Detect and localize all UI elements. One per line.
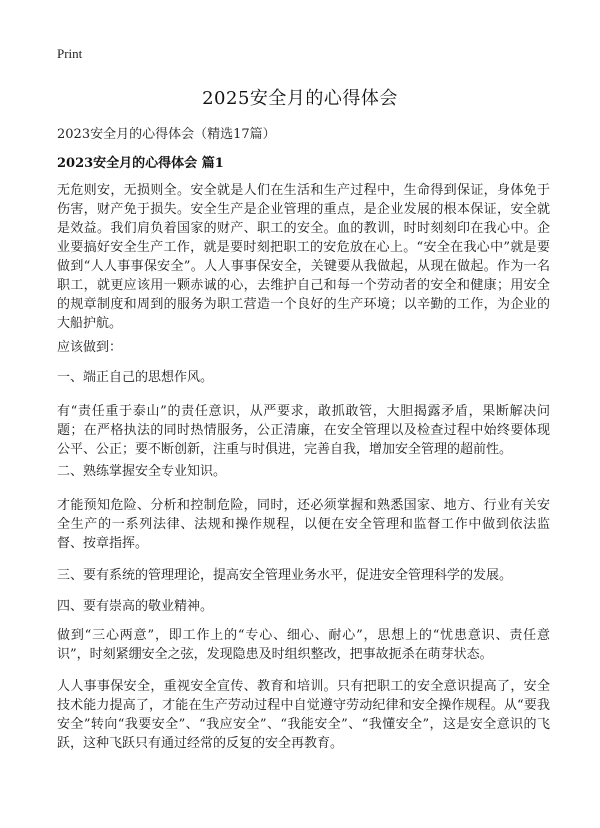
page-title: 2025安全月的心得体会 [202, 88, 398, 109]
point-heading-2: 二、熟练掌握安全专业知识。 [57, 464, 227, 479]
point-heading-3: 三、要有系统的管理理论，提高安全管理业务水平，促进安全管理科学的发展。 [57, 568, 513, 583]
paragraph-education: 人人事事保安全，重视安全宣传、教育和培训。只有把职工的安全意识提高了，安全技术能力提高了，才能在生产劳动过程中自觉遵守劳动纪律和安全操作规程。从“要我安全”转向“我要安全”、“我应安全”、“我能安全”、“我懂安全”，这是安全意识的飞跃，这种飞跃只有通过经常的反复的安全再教育。 [57, 679, 550, 751]
document-subtitle: 2023安全月的心得体会（精选17篇） [57, 127, 276, 142]
paragraph-should-do: 应该做到： [57, 340, 123, 355]
paragraph-intro: 无危则安，无损则全。安全就是人们在生活和生产过程中，生命得到保证，身体免于伤害，财产免于损失。安全生产是企业管理的重点，是企业发展的根本保证，安全就是效益。我们肩负着国家的财产、职工的安全。血的教训，时时刻刻印在我心中。企业要搞好安全生产工作，就是要时刻把职工的安危放在心上。“安全在我心中”就是要做到“人人事事保安全”。人人事事保安全，关键要从我做起，从现在做起。作为一名职工，就更应该用一颗赤诚的心，去维护自己和每一个劳动者的安全和健康；用安全的规章制度和周到的服务为职工营造一个良好的生产环境；以辛勤的工作，为企业的大船护航。 [57, 183, 550, 331]
point-heading-4: 四、要有崇高的敬业精神。 [57, 599, 214, 614]
paragraph-point-2: 才能预知危险、分析和控制危险，同时，还必须掌握和熟悉国家、地方、行业有关安全生产的一系列法律、法规和操作规程，以便在安全管理和监督工作中做到依法监督、按章指挥。 [57, 498, 550, 551]
section-heading: 2023安全月的心得体会 篇1 [57, 156, 224, 171]
paragraph-point-4: 做到“三心两意”，即工作上的“专心、细心、耐心”，思想上的“忧患意识、责任意识”，时刻紧绷安全之弦，发现隐患及时组织整改，把事故扼杀在萌芽状态。 [57, 628, 550, 662]
paragraph-point-1: 有“责任重于泰山”的责任意识，从严要求，敢抓敢管，大胆揭露矛盾，果断解决问题；在严格执法的同时热情服务，公正清廉，在安全管理以及检查过程中始终要体现公平、公正；要不断创新，注重与时俱进，完善自我，增加安全管理的超前性。 [57, 404, 550, 457]
point-heading-1: 一、端正自己的思想作风。 [57, 370, 214, 385]
print-link[interactable]: Print [57, 46, 83, 61]
